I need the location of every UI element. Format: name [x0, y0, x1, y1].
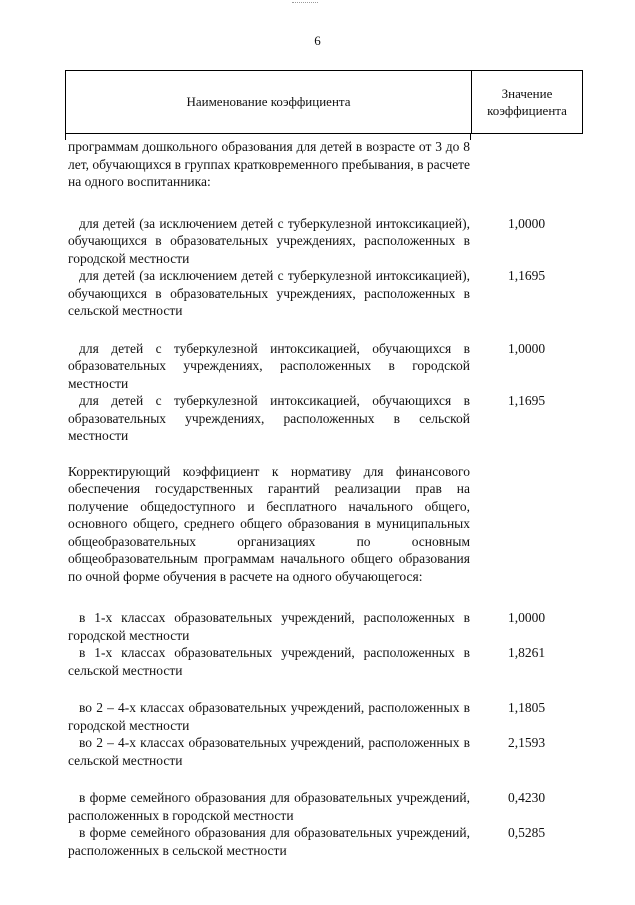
intro-row: [68, 138, 583, 191]
coefficient-value: 1,8261: [507, 645, 546, 660]
intro-continuation: программам дошкольного образования для детей в возрасте от 3 до 8 лет, обучающихся в группах кратковременного пребывания, в расчете на одного воспитанника:: [68, 139, 470, 189]
table-row: [68, 392, 583, 445]
column-header-value: [472, 71, 582, 133]
coefficient-value: 1,1805: [507, 700, 546, 715]
coefficients-body: [68, 138, 583, 859]
coefficient-value: 1,0000: [507, 610, 546, 625]
coefficient-name: во 2 – 4-х классах образовательных учреждений, расположенных в сельской местности: [68, 735, 470, 768]
coefficient-name: для детей с туберкулезной интоксикацией, обучающихся в образовательных учреждениях, расположенных в городской местности: [68, 340, 470, 391]
section-heading: Корректирующий коэффициент к нормативу для финансового обеспечения государственных гарантий реализации прав на получение общедоступного и бесплатного начального общего, основного общего, среднего общего образования в муниципальных общеобразовательных организациях по основным общеобразовательным программам начального общего образования по очной форме обучения в расчете на одного обучающегося:: [68, 463, 470, 584]
coefficient-name: для детей (за исключением детей с туберкулезной интоксикацией), обучающихся в образовательных учреждениях, расположенных в сельской местности: [68, 268, 470, 318]
table-row: [68, 340, 583, 393]
table-row: [68, 789, 583, 824]
coefficient-value: 1,0000: [507, 340, 546, 356]
coefficient-name: в 1-х классах образовательных учреждений, расположенных в сельской местности: [68, 645, 470, 678]
column-header-value-line2: коэффициента: [487, 103, 567, 118]
table-row: [68, 609, 583, 644]
coefficient-value: 2,1593: [507, 735, 546, 750]
table-row: [68, 699, 583, 734]
coefficient-name: во 2 – 4-х классах образовательных учреждений, расположенных в городской местности: [68, 700, 470, 733]
table-row: [68, 734, 583, 769]
coefficient-name: в форме семейного образования для образовательных учреждений, расположенных в сельской местности: [68, 825, 470, 858]
coefficient-value: 1,0000: [507, 215, 546, 231]
coefficient-name: для детей (за исключением детей с туберкулезной интоксикацией), обучающихся в образовательных учреждениях, расположенных в городской местности: [68, 215, 470, 266]
coefficient-name: для детей с туберкулезной интоксикацией, обучающихся в образовательных учреждениях, расположенных в сельской местности: [68, 393, 470, 443]
table-row: [68, 644, 583, 679]
coefficient-value: 0,5285: [507, 825, 546, 840]
column-header-value-line1: Значение: [501, 86, 553, 101]
coefficient-name: в форме семейного образования для образовательных учреждений, расположенных в городской местности: [68, 790, 470, 823]
page-number: 6: [314, 33, 321, 48]
coefficient-value: 1,1695: [507, 268, 546, 283]
coefficient-value: 0,4230: [507, 790, 546, 805]
table-row: [68, 267, 583, 320]
column-header-name: Наименование коэффициента: [186, 94, 351, 109]
coefficient-value: 1,1695: [507, 393, 546, 408]
table-border-left: [65, 134, 66, 140]
section-heading-row: [68, 463, 583, 586]
table-row: [68, 824, 583, 859]
table-row: [68, 215, 583, 268]
table-header: [65, 70, 583, 134]
scan-artifact: [292, 2, 318, 6]
coefficient-name: в 1-х классах образовательных учреждений, расположенных в городской местности: [68, 610, 470, 643]
